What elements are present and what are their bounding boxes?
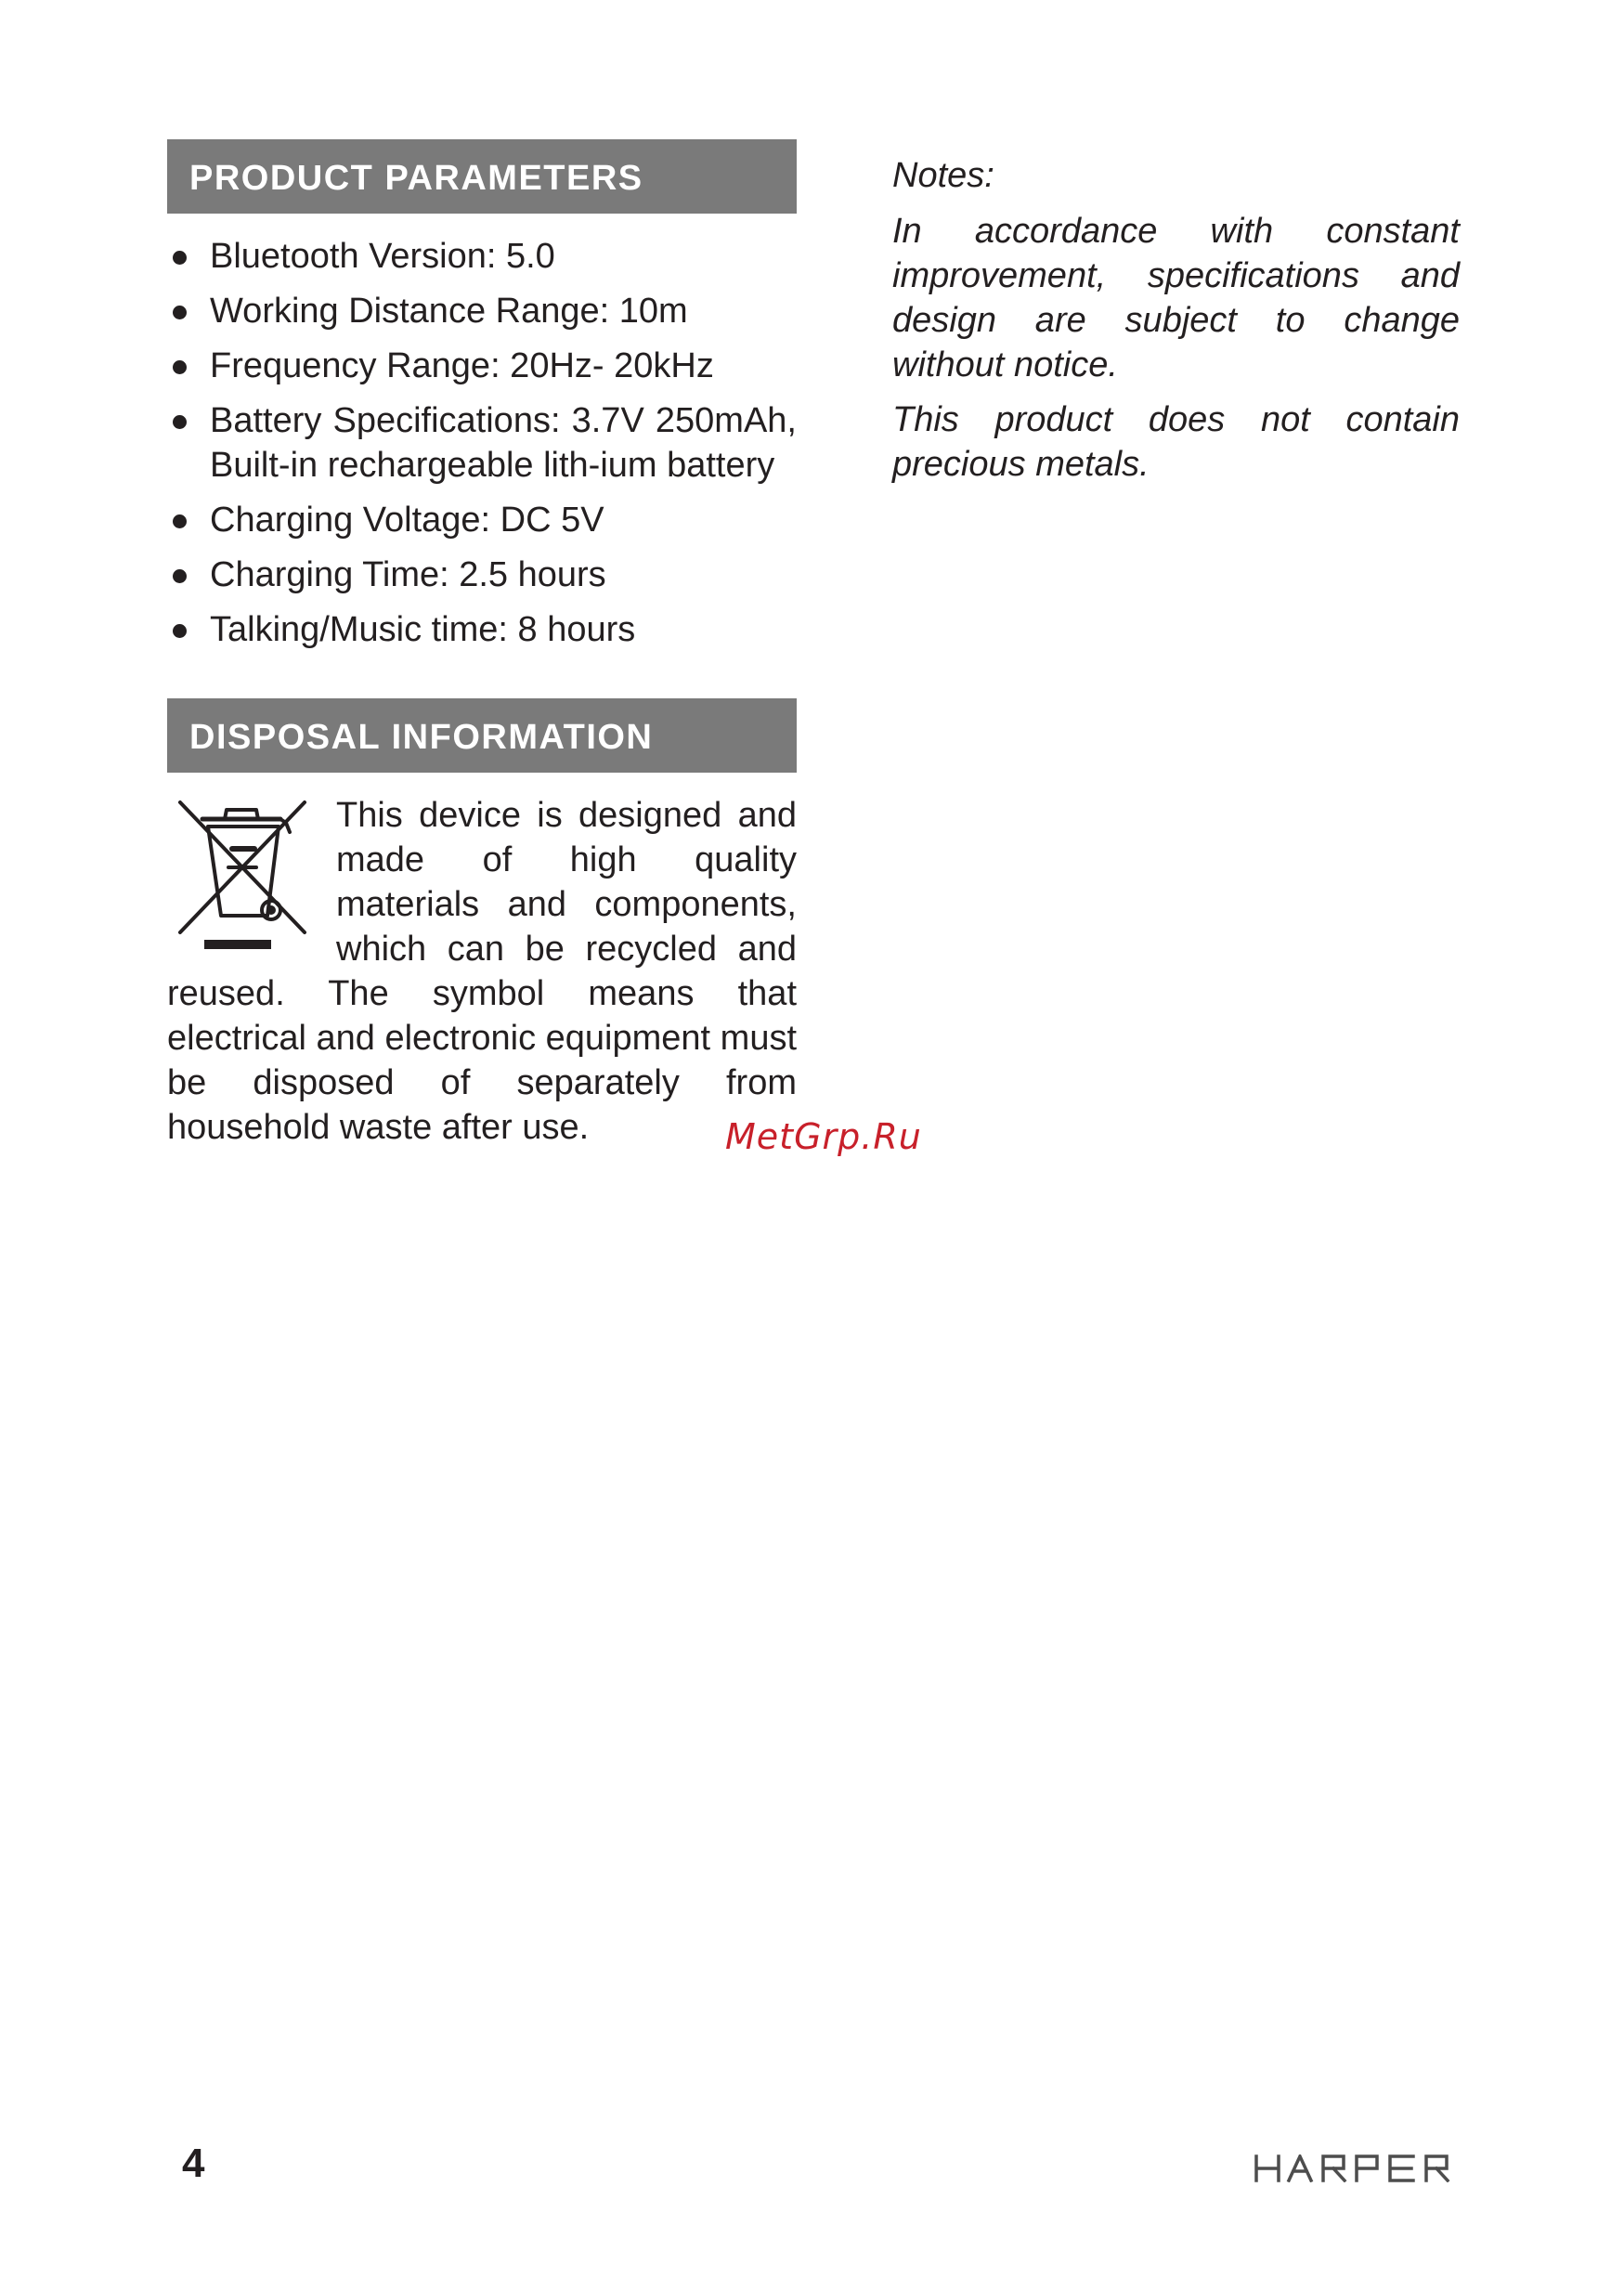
spec-item: Battery Specifications: 3.7V 250mAh, Built-in rechargeable lith-ium battery (167, 398, 797, 488)
watermark: MetGrp.Ru (725, 1116, 922, 1157)
disposal-text: This device is designed and made of high quality materials and components, which can be recycled and reused. The symbol means that electrical and electronic equipment must be disposed of separately from household waste after use. (167, 796, 798, 1147)
product-parameters-list (167, 234, 797, 652)
page-number: 4 (182, 2141, 205, 2186)
left-column (167, 139, 797, 1150)
spec-item: Charging Voltage: DC 5V (167, 498, 797, 542)
notes-paragraph: In accordance with constant improvement, specifications and design are subject to change without notice. (892, 212, 1460, 384)
spec-item: Bluetooth Version: 5.0 (167, 234, 797, 279)
notes-paragraph: This product does not contain precious metals. (892, 400, 1460, 484)
spec-item: Frequency Range: 20Hz- 20kHz (167, 344, 797, 388)
crossed-out-wheelie-bin-icon (167, 793, 316, 960)
spec-item: Talking/Music time: 8 hours (167, 607, 797, 652)
harper-logo (1254, 2154, 1453, 2182)
product-parameters-header: PRODUCT PARAMETERS (167, 139, 797, 214)
spec-item: Working Distance Range: 10m (167, 289, 797, 333)
disposal-information-header: DISPOSAL INFORMATION (167, 698, 797, 773)
notes-title: Notes: (892, 156, 994, 195)
disposal-section (167, 793, 797, 1150)
spec-item: Charging Time: 2.5 hours (167, 553, 797, 597)
notes-section (892, 153, 1460, 497)
